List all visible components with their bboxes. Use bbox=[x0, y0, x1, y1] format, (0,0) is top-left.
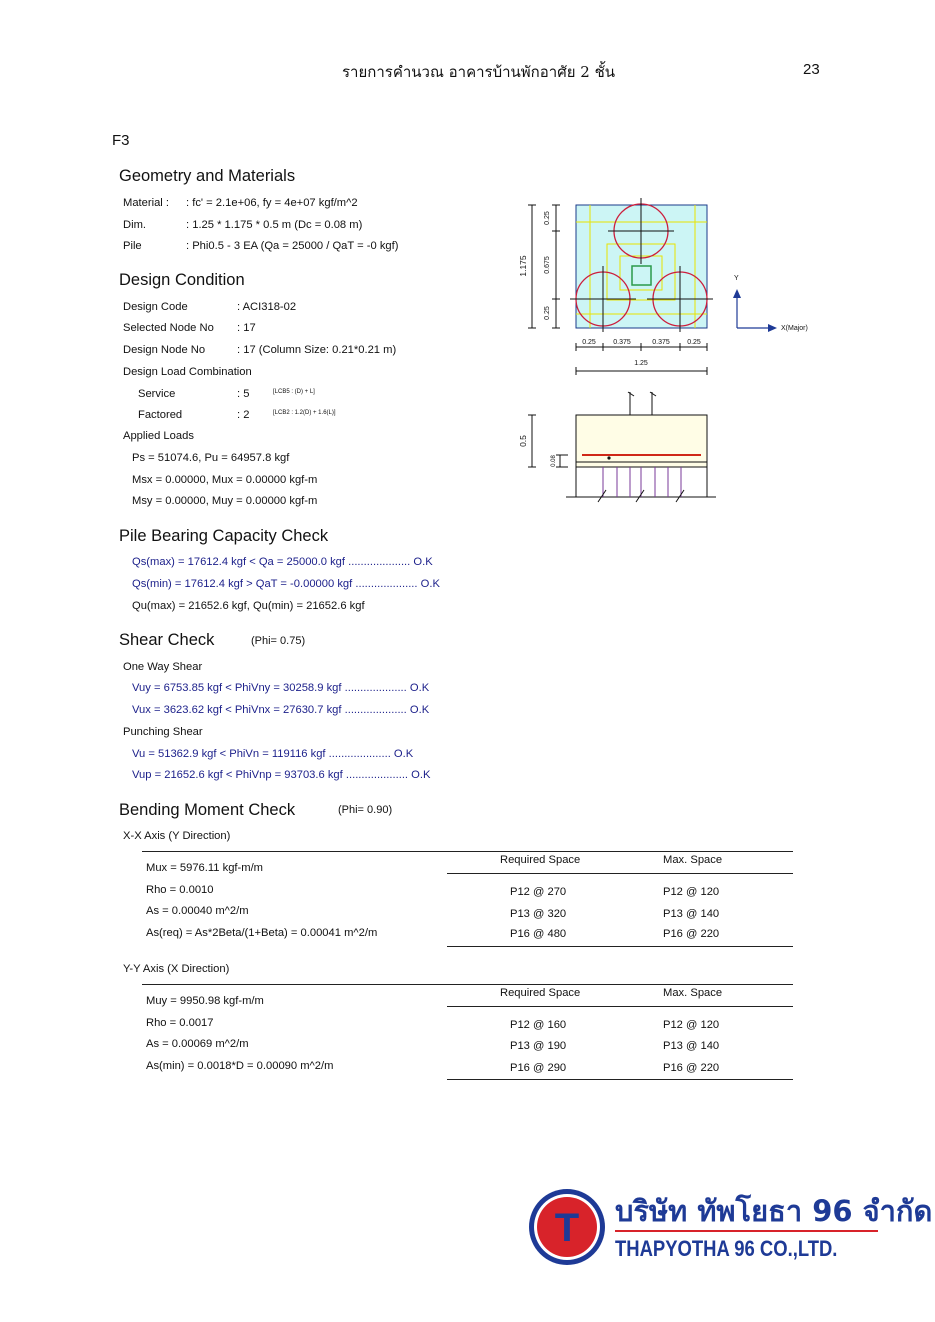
footing-section bbox=[576, 415, 707, 467]
yy-max-3: P16 @ 220 bbox=[663, 1062, 720, 1074]
service-value: : 5 bbox=[237, 388, 250, 400]
load-line-3: Msy = 0.00000, Muy = 0.00000 kgf-m bbox=[132, 495, 318, 507]
dim-x-3: 0.375 bbox=[652, 339, 670, 346]
yy-max-2: P13 @ 140 bbox=[663, 1040, 720, 1052]
design-code-label: Design Code bbox=[123, 301, 188, 313]
pile-bearing-heading: Pile Bearing Capacity Check bbox=[119, 527, 329, 545]
service-label: Service bbox=[138, 388, 176, 400]
pile-label: Pile bbox=[123, 240, 142, 252]
xx-col-required: Required Space bbox=[500, 854, 581, 866]
xx-line-asreq: As(req) = As*2Beta/(1+Beta) = 0.00041 m^2/m bbox=[146, 927, 378, 939]
shear-heading: Shear Check bbox=[119, 631, 215, 649]
applied-loads-label: Applied Loads bbox=[123, 430, 194, 442]
factored-note: [LCB2 : 1.2(D) + 1.6(L)] bbox=[273, 410, 336, 416]
pile-bearing-line-1: Qs(max) = 17612.4 kgf < Qa = 25000.0 kgf .................... O.K bbox=[132, 556, 433, 568]
report-title: รายการคำนวณ อาคารบ้านพักอาศัย 2 ชั้น bbox=[342, 63, 616, 81]
material-value: : fc' = 2.1e+06, fy = 4e+07 kgf/m^2 bbox=[186, 197, 358, 209]
logo-mark: T bbox=[554, 1206, 580, 1250]
yy-req-3: P16 @ 290 bbox=[510, 1062, 567, 1074]
xx-max-1: P12 @ 120 bbox=[663, 886, 720, 898]
company-logo bbox=[519, 1182, 933, 1278]
dim-x-1: 0.25 bbox=[582, 339, 596, 346]
section-depth-label: 0.5 bbox=[518, 435, 528, 447]
pile-value: : Phi0.5 - 3 EA (Qa = 25000 / QaT = -0 kgf) bbox=[186, 240, 399, 252]
shear-line-2: Vux = 3623.62 kgf < PhiVnx = 27630.7 kgf .................... O.K bbox=[132, 704, 430, 716]
factored-label: Factored bbox=[138, 409, 183, 421]
yy-req-2: P13 @ 190 bbox=[510, 1040, 567, 1052]
logo-name-thai: บริษัท ทัพโยธา 96 จำกัด bbox=[615, 1194, 933, 1228]
yy-max-1: P12 @ 120 bbox=[663, 1019, 720, 1031]
design-node-value: : 17 (Column Size: 0.21*0.21 m) bbox=[237, 344, 397, 356]
yy-line-rho: Rho = 0.0017 bbox=[146, 1017, 214, 1029]
xx-max-3: P16 @ 220 bbox=[663, 928, 720, 940]
dim-value: : 1.25 * 1.175 * 0.5 m (Dc = 0.08 m) bbox=[186, 219, 363, 231]
axis-x-label: X(Major) bbox=[781, 325, 808, 332]
xx-req-3: P16 @ 480 bbox=[510, 928, 567, 940]
logo-emblem-icon bbox=[527, 1187, 607, 1267]
xx-req-2: P13 @ 320 bbox=[510, 908, 567, 920]
dim-y3: 0.25 bbox=[544, 306, 551, 320]
shear-phi: (Phi= 0.75) bbox=[251, 635, 306, 647]
dim-label: Dim. bbox=[123, 219, 146, 231]
dim-x-4: 0.25 bbox=[687, 339, 701, 346]
material-label: Material : bbox=[123, 197, 170, 209]
service-note: [LCB5 : (D) + L] bbox=[273, 389, 315, 395]
dim-y1: 0.25 bbox=[544, 211, 551, 225]
xx-line-as: As = 0.00040 m^2/m bbox=[146, 905, 249, 917]
footing-id: F3 bbox=[112, 132, 130, 149]
factored-value: : 2 bbox=[237, 409, 250, 421]
load-line-2: Msx = 0.00000, Mux = 0.00000 kgf-m bbox=[132, 474, 318, 486]
xx-max-2: P13 @ 140 bbox=[663, 908, 720, 920]
logo-name-english: THAPYOTHA 96 CO.,LTD. bbox=[615, 1236, 838, 1261]
selected-node-label: Selected Node No bbox=[123, 322, 214, 334]
dim-x-2: 0.375 bbox=[613, 339, 631, 346]
geometry-heading: Geometry and Materials bbox=[119, 167, 296, 185]
page-number: 23 bbox=[803, 61, 820, 78]
selected-node-value: : 17 bbox=[237, 322, 256, 334]
dim-y2: 0.675 bbox=[544, 256, 551, 274]
yy-line-as: As = 0.00069 m^2/m bbox=[146, 1038, 249, 1050]
load-combination-label: Design Load Combination bbox=[123, 366, 252, 378]
yy-line-mu: Muy = 9950.98 kgf-m/m bbox=[146, 995, 264, 1007]
bending-phi: (Phi= 0.90) bbox=[338, 804, 393, 816]
xx-col-max: Max. Space bbox=[663, 854, 723, 866]
one-way-shear-label: One Way Shear bbox=[123, 661, 203, 673]
punching-shear-label: Punching Shear bbox=[123, 726, 203, 738]
load-line-1: Ps = 51074.6, Pu = 64957.8 kgf bbox=[132, 452, 290, 464]
axis-y-label: Y bbox=[734, 275, 739, 282]
yy-axis-label: Y-Y Axis (X Direction) bbox=[123, 963, 230, 975]
yy-col-required: Required Space bbox=[500, 987, 581, 999]
logo-divider bbox=[615, 1230, 878, 1232]
dim-total-y: 1.175 bbox=[518, 255, 528, 277]
design-node-label: Design Node No bbox=[123, 344, 206, 356]
yy-col-max: Max. Space bbox=[663, 987, 723, 999]
pile-bearing-line-2: Qs(min) = 17612.4 kgf > QaT = -0.00000 kgf .................... O.K bbox=[132, 578, 440, 590]
xx-req-1: P12 @ 270 bbox=[510, 886, 567, 898]
design-code-value: : ACI318-02 bbox=[237, 301, 297, 313]
xx-line-rho: Rho = 0.0010 bbox=[146, 884, 214, 896]
section-cover-label: 0.08 bbox=[551, 455, 557, 467]
bending-heading: Bending Moment Check bbox=[119, 801, 296, 819]
shear-line-4: Vup = 21652.6 kgf < PhiVnp = 93703.6 kgf .................... O.K bbox=[132, 769, 431, 781]
xx-line-mu: Mux = 5976.11 kgf-m/m bbox=[146, 862, 263, 874]
dim-total-x: 1.25 bbox=[634, 360, 648, 367]
xx-axis-label: X-X Axis (Y Direction) bbox=[123, 830, 231, 842]
yy-req-1: P12 @ 160 bbox=[510, 1019, 567, 1031]
shear-line-3: Vu = 51362.9 kgf < PhiVn = 119116 kgf .................... O.K bbox=[132, 748, 414, 760]
yy-line-asmin: As(min) = 0.0018*D = 0.00090 m^2/m bbox=[146, 1060, 334, 1072]
shear-line-1: Vuy = 6753.85 kgf < PhiVny = 30258.9 kgf .................... O.K bbox=[132, 682, 430, 694]
design-condition-heading: Design Condition bbox=[119, 271, 245, 289]
pile-bearing-line-3: Qu(max) = 21652.6 kgf, Qu(min) = 21652.6 kgf bbox=[132, 600, 365, 612]
